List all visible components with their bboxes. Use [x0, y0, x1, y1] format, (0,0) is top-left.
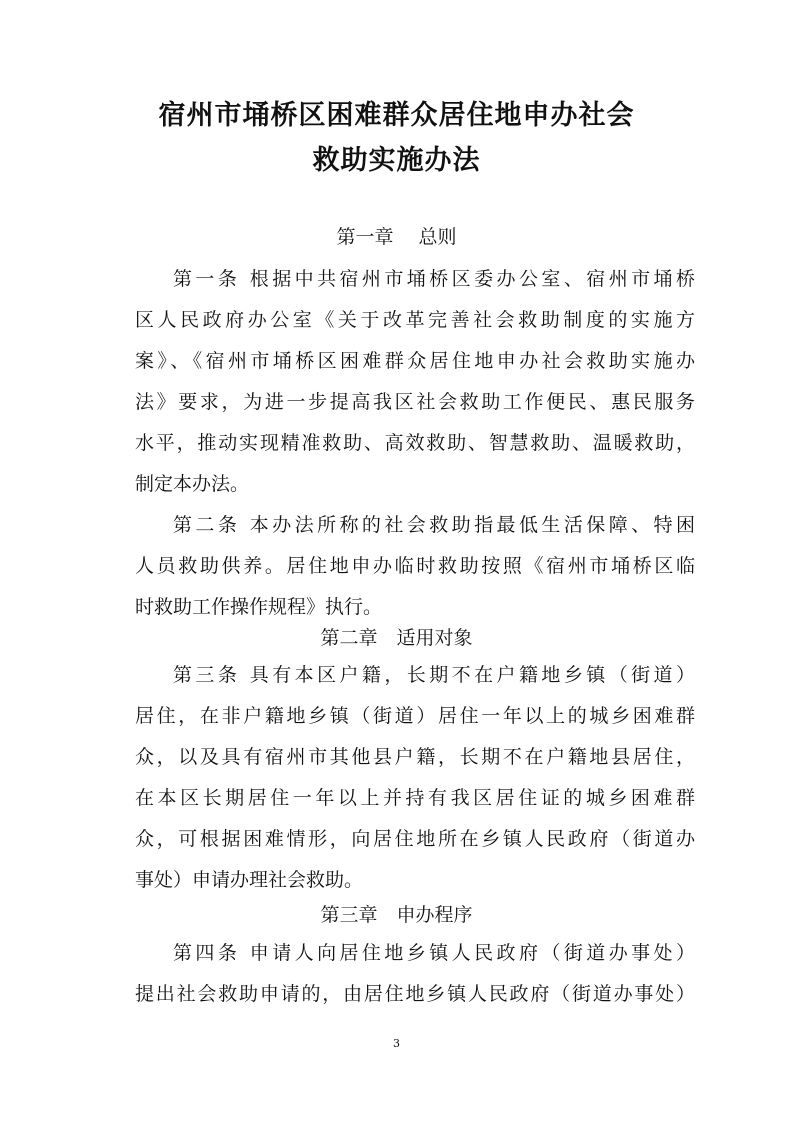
paragraph-line: 区人民政府办公室《关于改革完善社会救助制度的实施方: [135, 309, 695, 331]
chapter-heading-3: 第三章 申办程序: [320, 904, 473, 926]
paragraph-line: 法》要求，为进一步提高我区社会救助工作便民、惠民服务: [135, 391, 695, 413]
paragraph-line: 众，以及具有宿州市其他县户籍，长期不在户籍地县居住，: [135, 746, 695, 768]
paragraph-line: 人员救助供养。居住地申办临时救助按照《宿州市埇桥区临: [135, 555, 695, 577]
document-title-line1: 宿州市埇桥区困难群众居住地申办社会: [158, 100, 635, 131]
document-title-line2: 救助实施办法: [312, 145, 481, 176]
paragraph-line: 事处）申请办理社会救助。: [135, 869, 364, 891]
page-number: 3: [393, 1037, 400, 1050]
paragraph-line: 第四条 申请人向居住地乡镇人民政府（街道办事处）: [173, 942, 695, 964]
paragraph-line: 第一条 根据中共宿州市埇桥区委办公室、宿州市埇桥: [173, 268, 695, 290]
chapter-heading-2: 第二章 适用对象: [320, 627, 473, 649]
paragraph-line: 案》、《宿州市埇桥区困难群众居住地申办社会救助实施办: [135, 350, 695, 372]
paragraph-line: 在本区长期居住一年以上并持有我区居住证的城乡困难群: [135, 787, 695, 809]
paragraph-line: 制定本办法。: [135, 473, 250, 495]
paragraph-line: 第三条 具有本区户籍，长期不在户籍地乡镇（街道）: [173, 664, 695, 686]
paragraph-line: 居住，在非户籍地乡镇（街道）居住一年以上的城乡困难群: [135, 705, 695, 727]
paragraph-line: 时救助工作操作规程》执行。: [135, 596, 383, 618]
paragraph-line: 提出社会救助申请的，由居住地乡镇人民政府（街道办事处）: [135, 983, 695, 1005]
paragraph-line: 水平，推动实现精准救助、高效救助、智慧救助、温暖救助，: [135, 432, 695, 454]
paragraph-line: 众，可根据困难情形，向居住地所在乡镇人民政府（街道办: [135, 828, 695, 850]
chapter-heading-1: 第一章 总则: [336, 226, 457, 248]
paragraph-line: 第二条 本办法所称的社会救助指最低生活保障、特困: [173, 514, 695, 536]
